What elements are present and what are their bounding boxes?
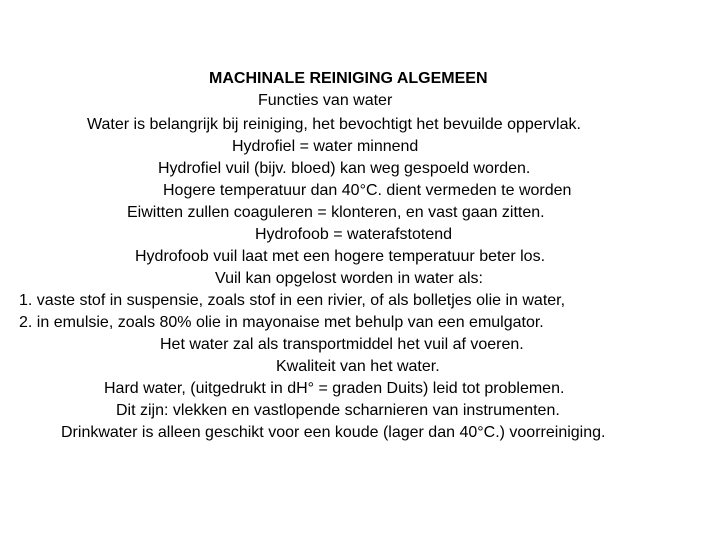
text-line: Kwaliteit van het water. bbox=[276, 358, 440, 375]
text-line: 1. vaste stof in suspensie, zoals stof in een rivier, of als bolletjes olie in water, bbox=[19, 292, 566, 309]
text-line: Vuil kan opgelost worden in water als: bbox=[215, 270, 483, 287]
text-line: Water is belangrijk bij reiniging, het bevochtigt het bevuilde oppervlak. bbox=[87, 116, 581, 133]
text-line: Hydrofoob = waterafstotend bbox=[255, 226, 453, 243]
text-line: Drinkwater is alleen geschikt voor een koude (lager dan 40°C.) voorreiniging. bbox=[61, 424, 606, 441]
text-line: Hogere temperatuur dan 40°C. dient vermeden te worden bbox=[163, 182, 572, 199]
text-line: Hydrofiel = water minnend bbox=[232, 138, 419, 155]
text-line: Hard water, (uitgedrukt in dH° = graden Duits) leid tot problemen. bbox=[104, 380, 565, 397]
text-line: Dit zijn: vlekken en vastlopende scharnieren van instrumenten. bbox=[116, 402, 560, 419]
text-line: Hydrofiel vuil (bijv. bloed) kan weg gespoeld worden. bbox=[158, 160, 531, 177]
slide-title: MACHINALE REINIGING ALGEMEEN bbox=[209, 70, 488, 87]
text-line: Eiwitten zullen coaguleren = klonteren, en vast gaan zitten. bbox=[127, 204, 545, 221]
text-line: 2. in emulsie, zoals 80% olie in mayonaise met behulp van een emulgator. bbox=[19, 314, 544, 331]
slide-subtitle: Functies van water bbox=[258, 92, 393, 109]
text-line: Het water zal als transportmiddel het vuil af voeren. bbox=[160, 336, 524, 353]
text-line: Hydrofoob vuil laat met een hogere temperatuur beter los. bbox=[135, 248, 546, 265]
